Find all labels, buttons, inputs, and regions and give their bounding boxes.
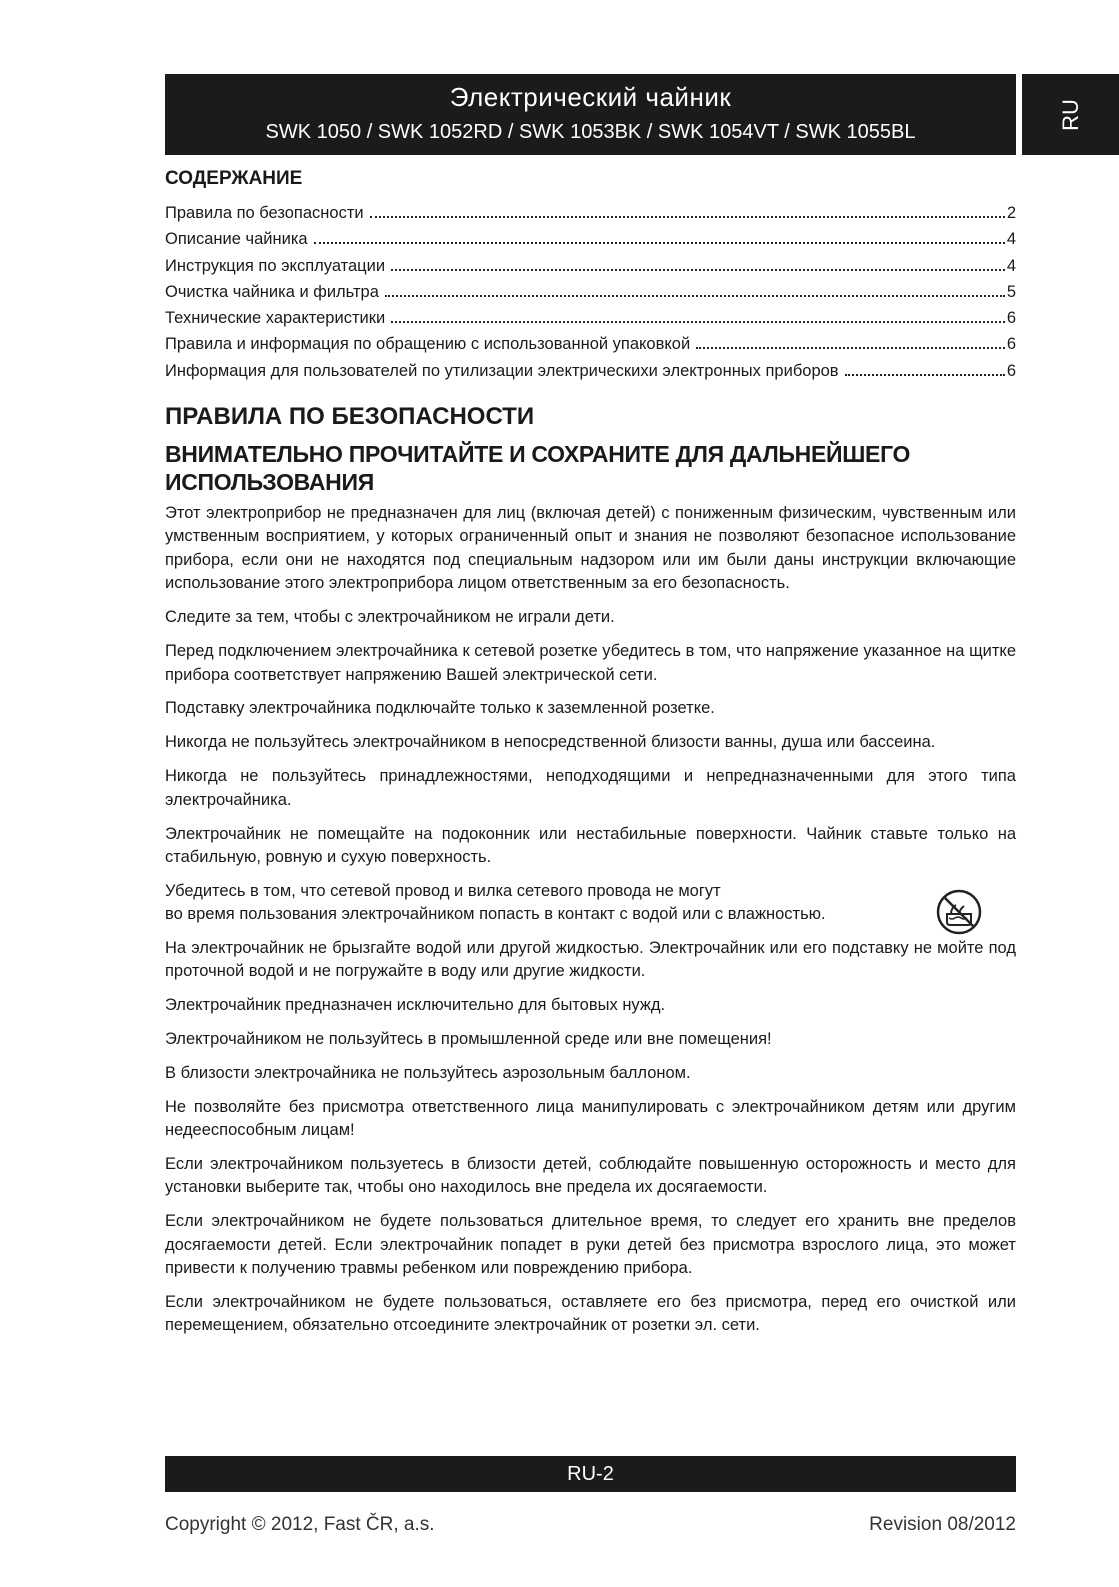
document-title: Электрический чайник <box>449 82 732 112</box>
toc-item[interactable] <box>165 200 1016 226</box>
icon-paragraph-line: Убедитесь в том, что сетевой провод и вилка сетевого провода не могут <box>165 881 721 900</box>
toc-item-page: 5 <box>1006 282 1016 301</box>
safety-paragraph: Если электрочайником не будете пользоваться длительное время, то следует его хранить вне пределов досягаемости детей. Если электрочайник попадет в руки детей без присмотра взрослого лица, это может привести к получению травмы ребенком или повреждению прибора. <box>165 1212 1016 1278</box>
safety-paragraph: Этот электроприбор не предназначен для лиц (включая детей) с пониженным физическим, чувственным или умственным восприятием, у которых ограниченный опыт и знания не позволяют безопасное использование прибора, если они не находятся под специальным надзором или им были даны инструкции включающие использование этого электроприбора лицом ответственным за его безопасность. <box>165 504 1016 593</box>
toc-item-title: Инструкция по эксплуатации <box>165 256 386 275</box>
safety-paragraph: В близости электрочайника не пользуйтесь аэрозольным баллоном. <box>165 1063 691 1082</box>
copyright-text: Copyright © 2012, Fast ČR, a.s. <box>165 1514 435 1535</box>
page-number-bar <box>165 1456 1016 1492</box>
icon-paragraph <box>165 880 1016 927</box>
toc-item-page: 2 <box>1006 204 1016 222</box>
toc-item-title: Технические характеристики <box>165 309 386 328</box>
toc-item-title: Информация для пользователей по утилизации электрическихи электронных приборов <box>165 361 839 380</box>
safety-paragraph: Перед подключением электрочайника к сетевой розетке убедитесь в том, что напряжение указанное на щитке прибора соответствует напряжению Вашей электрической сети. <box>165 642 1016 684</box>
safety-paragraph: Не позволяйте без присмотра ответственного лица манипулировать с электрочайником детям или другим недееспособным лицам! <box>165 1097 1016 1140</box>
no-water-immersion-icon <box>935 888 983 936</box>
table-of-contents <box>165 200 1016 384</box>
toc-item-title: Очистка чайника и фильтра <box>165 282 379 301</box>
toc-leader <box>696 331 1005 349</box>
toc-item[interactable] <box>165 279 1016 305</box>
toc-leader <box>370 200 1005 218</box>
toc-leader <box>845 358 1005 376</box>
language-label: RU <box>1057 98 1083 131</box>
document-header <box>165 74 1016 155</box>
page-number: RU-2 <box>567 1463 614 1485</box>
toc-item[interactable] <box>165 226 1016 252</box>
safety-paragraph: Никогда не пользуйтесь электрочайником в непосредственной близости ванны, душа или бассеина. <box>165 733 936 752</box>
toc-item-title: Описание чайника <box>165 230 308 249</box>
toc-heading: СОДЕРЖАНИЕ <box>165 168 303 189</box>
toc-leader <box>391 253 1005 271</box>
toc-item[interactable] <box>165 358 1016 384</box>
toc-item-page: 4 <box>1006 230 1016 249</box>
safety-paragraph: Электрочайник предназначен исключительно для бытовых нужд. <box>165 995 666 1014</box>
safety-paragraph: Следите за тем, чтобы с электрочайником не играли дети. <box>165 608 615 627</box>
icon-paragraph-line: во время пользования электрочайником попасть в контакт с водой или с влажностью. <box>165 905 826 924</box>
safety-paragraph: Электрочайник не помещайте на подоконник или нестабильные поверхности. Чайник ставьте только на стабильную, ровную и сухую поверхность. <box>165 824 1016 866</box>
toc-item-page: 4 <box>1006 256 1016 275</box>
toc-item-page: 6 <box>1006 335 1016 354</box>
safety-paragraph: Никогда не пользуйтесь принадлежностями, неподходящими и непредназначенными для этого типа электрочайника. <box>165 767 1016 809</box>
revision-text: Revision 08/2012 <box>869 1514 1016 1535</box>
toc-item-title: Правила и информация по обращению с использованной упаковкой <box>165 335 691 354</box>
toc-item-title: Правила по безопасности <box>165 204 364 222</box>
toc-item[interactable] <box>165 253 1016 279</box>
safety-paragraph: На электрочайник не брызгайте водой или другой жидкостью. Электрочайник или его подставку не мойте под проточной водой и не погружайте в воду или другие жидкости. <box>165 938 1016 981</box>
safety-paragraph: Электрочайником не пользуйтесь в промышленной среде или вне помещения! <box>165 1029 772 1048</box>
toc-leader <box>391 305 1005 323</box>
safety-paragraph: Если электрочайником не будете пользоваться, оставляете его без присмотра, перед его очисткой или перемещением, обязательно отсоедините электрочайник от розетки эл. сети. <box>165 1293 1016 1335</box>
toc-leader <box>314 226 1005 244</box>
toc-item[interactable] <box>165 305 1016 331</box>
page-content <box>165 168 1016 1348</box>
toc-leader <box>385 279 1005 297</box>
section-subheading: ВНИМАТЕЛЬНО ПРОЧИТАЙТЕ И СОХРАНИТЕ ДЛЯ ДАЛЬНЕЙШЕГО ИСПОЛЬЗОВАНИЯ <box>165 441 911 496</box>
toc-item-page: 6 <box>1006 309 1016 328</box>
safety-paragraph: Подставку электрочайника подключайте только к заземленной розетке. <box>165 699 715 718</box>
model-numbers: SWK 1050 / SWK 1052RD / SWK 1053BK / SWK 1054VT / SWK 1055BL <box>265 121 916 143</box>
toc-item-page: 6 <box>1006 361 1016 380</box>
language-tab <box>1022 74 1119 155</box>
toc-item[interactable] <box>165 331 1016 357</box>
section-heading: ПРАВИЛА ПО БЕЗОПАСНОСТИ <box>165 403 535 431</box>
safety-paragraph: Если электрочайником пользуетесь в близости детей, соблюдайте повышенную осторожность и место для установки выберите так, чтобы оно находилось вне предела их досягаемости. <box>165 1155 1016 1197</box>
